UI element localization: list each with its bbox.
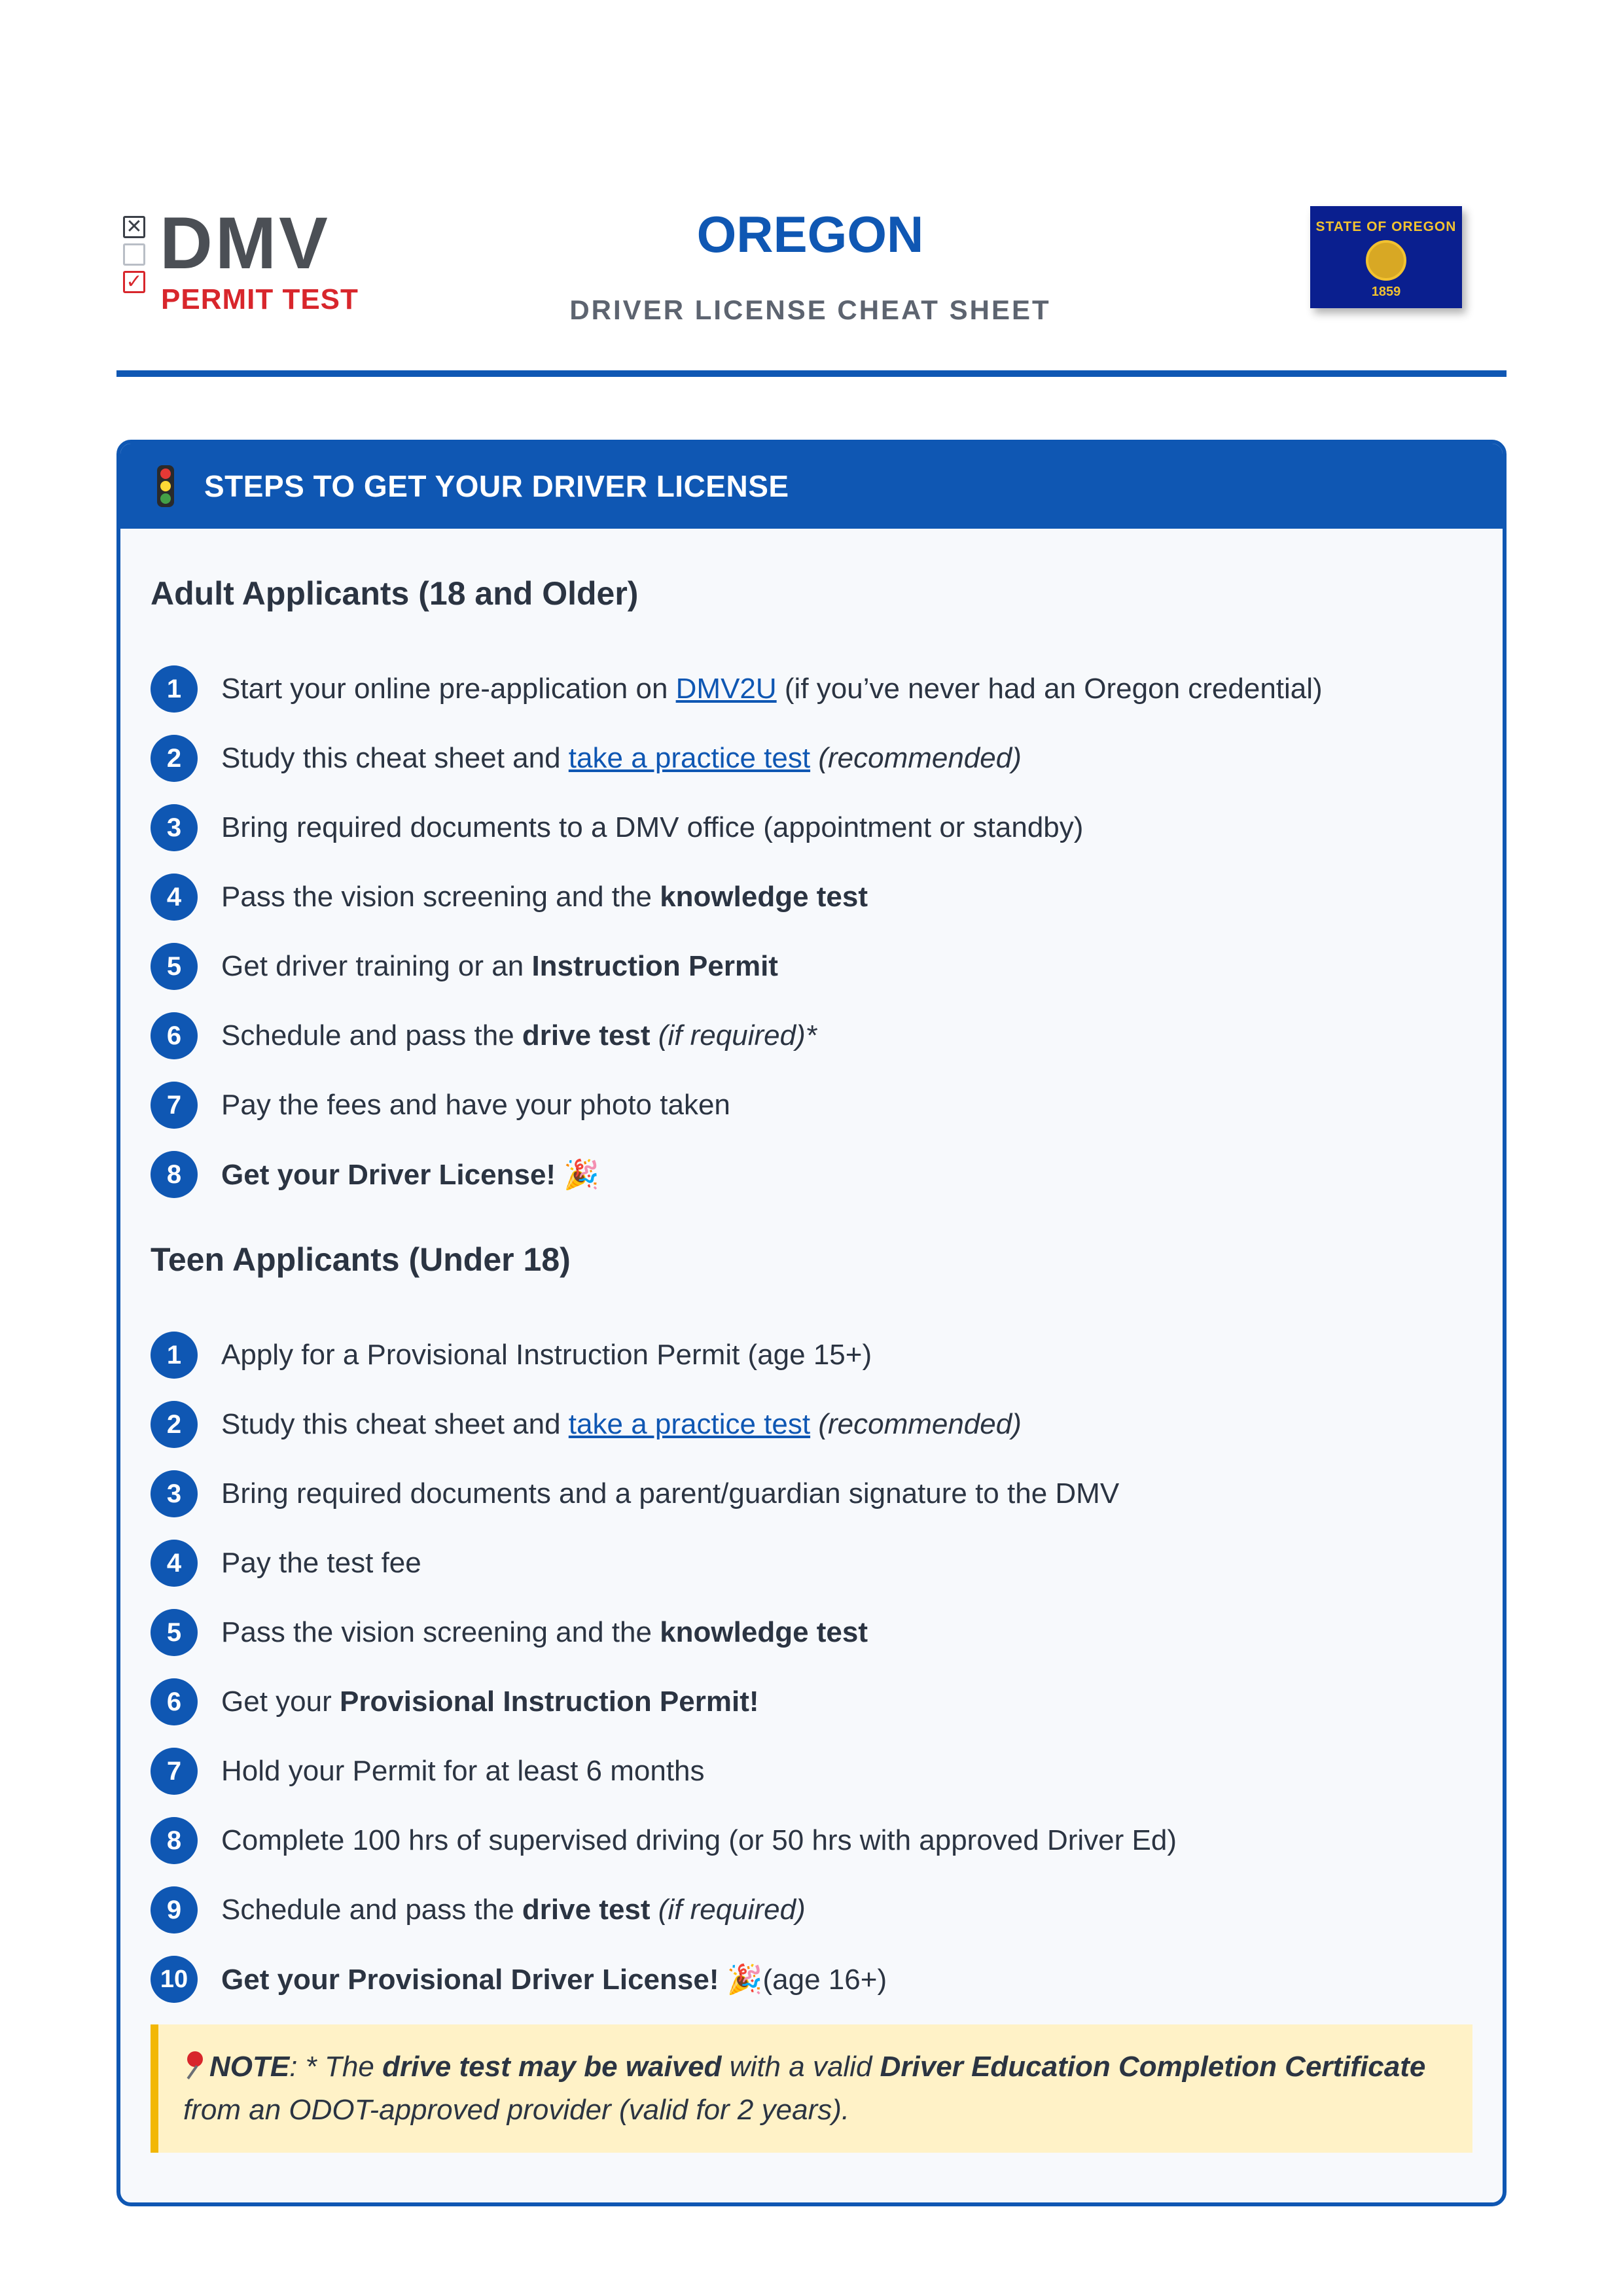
adult-step-2	[151, 724, 1323, 793]
teen-step-8	[151, 1806, 1177, 1875]
step-text: Complete 100 hrs of supervised driving (or 50 hrs with approved Driver Ed)	[221, 1824, 1177, 1856]
adult-step-8	[151, 1140, 1323, 1209]
step-number-badge: 10	[151, 1956, 198, 2003]
adult-step-4	[151, 862, 1323, 932]
dmv2u-link[interactable]: DMV2U	[675, 673, 777, 705]
card-title: STEPS TO GET YOUR DRIVER LICENSE	[204, 469, 789, 503]
page-title: OREGON	[696, 205, 924, 263]
step-text: Get your Provisional Driver License! 🎉(age 16+)	[221, 1964, 887, 1996]
pushpin-icon	[183, 2051, 205, 2080]
step-text: Apply for a Provisional Instruction Permit (age 15+)	[221, 1339, 872, 1371]
step-number-badge: 5	[151, 943, 198, 990]
step-text: Pass the vision screening and the knowledge test	[221, 1616, 868, 1648]
step-number-badge: 7	[151, 1082, 198, 1129]
logo-x-checkbox-icon: ✕	[123, 216, 145, 238]
teen-step-7	[151, 1737, 1177, 1806]
steps-card	[116, 440, 1507, 2206]
note-callout: NOTE: * The drive test may be waived with a valid Driver Education Completion Certificate from an ODOT-approved provider (valid for 2 years).	[151, 2024, 1472, 2153]
flag-top-text: STATE OF OREGON	[1315, 219, 1457, 234]
traffic-light-icon	[157, 465, 174, 507]
card-header	[120, 444, 1503, 529]
step-number-badge: 6	[151, 1678, 198, 1725]
teen-steps-list	[151, 1320, 1177, 2014]
step-text: Get your Provisional Instruction Permit!	[221, 1686, 759, 1718]
step-number-badge: 1	[151, 1332, 198, 1379]
teen-step-6	[151, 1667, 1177, 1737]
header-divider	[116, 370, 1507, 377]
step-text: Study this cheat sheet and take a practice test (recommended)	[221, 1408, 1022, 1440]
adult-section-heading: Adult Applicants (18 and Older)	[151, 575, 639, 612]
teen-step-5	[151, 1598, 1177, 1667]
page-header	[116, 196, 1507, 380]
teen-step-3	[151, 1459, 1177, 1528]
logo-brand: DMV	[160, 202, 330, 284]
adult-step-3	[151, 793, 1323, 862]
teen-step-4	[151, 1528, 1177, 1598]
logo-empty-checkbox-icon	[123, 243, 145, 266]
step-text: Pass the vision screening and the knowledge test	[221, 881, 868, 913]
teen-step-2	[151, 1390, 1177, 1459]
step-text: Bring required documents and a parent/guardian signature to the DMV	[221, 1477, 1120, 1510]
step-text: Study this cheat sheet and take a practice test (recommended)	[221, 742, 1022, 774]
page-subtitle: DRIVER LICENSE CHEAT SHEET	[569, 294, 1051, 325]
teen-step-10	[151, 1945, 1177, 2014]
title-block	[483, 196, 1137, 326]
practice-test-link[interactable]: take a practice test	[568, 742, 811, 774]
adult-step-6	[151, 1001, 1323, 1070]
logo-check-checkbox-icon: ✓	[123, 271, 145, 293]
note-label: NOTE	[209, 2051, 290, 2083]
adult-step-1	[151, 654, 1323, 724]
teen-step-9	[151, 1875, 1177, 1945]
step-text: Start your online pre-application on DMV2U (if you’ve never had an Oregon credential)	[221, 673, 1323, 705]
adult-step-7	[151, 1070, 1323, 1140]
step-number-badge: 2	[151, 1401, 198, 1448]
adult-step-5	[151, 932, 1323, 1001]
logo-checkboxes	[123, 216, 147, 298]
step-number-badge: 3	[151, 804, 198, 851]
step-text: Pay the test fee	[221, 1547, 421, 1579]
teen-step-1	[151, 1320, 1177, 1390]
step-number-badge: 9	[151, 1886, 198, 1934]
step-number-badge: 4	[151, 874, 198, 921]
step-text: Pay the fees and have your photo taken	[221, 1089, 730, 1121]
step-text: Hold your Permit for at least 6 months	[221, 1755, 705, 1787]
step-number-badge: 7	[151, 1748, 198, 1795]
step-text: Schedule and pass the drive test (if required)*	[221, 1019, 817, 1051]
step-number-badge: 5	[151, 1609, 198, 1656]
flag-year-text: 1859	[1371, 285, 1401, 299]
step-text: Bring required documents to a DMV office (appointment or standby)	[221, 811, 1084, 843]
state-seal-icon	[1366, 240, 1406, 281]
oregon-flag-image	[1310, 206, 1462, 308]
step-text: Schedule and pass the drive test (if required)	[221, 1894, 806, 1926]
step-number-badge: 4	[151, 1540, 198, 1587]
step-number-badge: 3	[151, 1470, 198, 1517]
party-popper-icon: 🎉	[726, 1964, 763, 1996]
step-number-badge: 6	[151, 1012, 198, 1059]
dmv-permit-test-logo	[123, 202, 359, 315]
step-number-badge: 8	[151, 1151, 198, 1198]
teen-section-heading: Teen Applicants (Under 18)	[151, 1241, 571, 1278]
party-popper-icon: 🎉	[563, 1159, 600, 1191]
logo-tagline: PERMIT TEST	[161, 283, 359, 315]
step-number-badge: 8	[151, 1817, 198, 1864]
step-number-badge: 1	[151, 665, 198, 713]
step-text: Get driver training or an Instruction Permit	[221, 950, 778, 982]
step-number-badge: 2	[151, 735, 198, 782]
practice-test-link[interactable]: take a practice test	[568, 1408, 811, 1440]
step-text: Get your Driver License! 🎉	[221, 1159, 600, 1191]
adult-steps-list	[151, 654, 1323, 1209]
